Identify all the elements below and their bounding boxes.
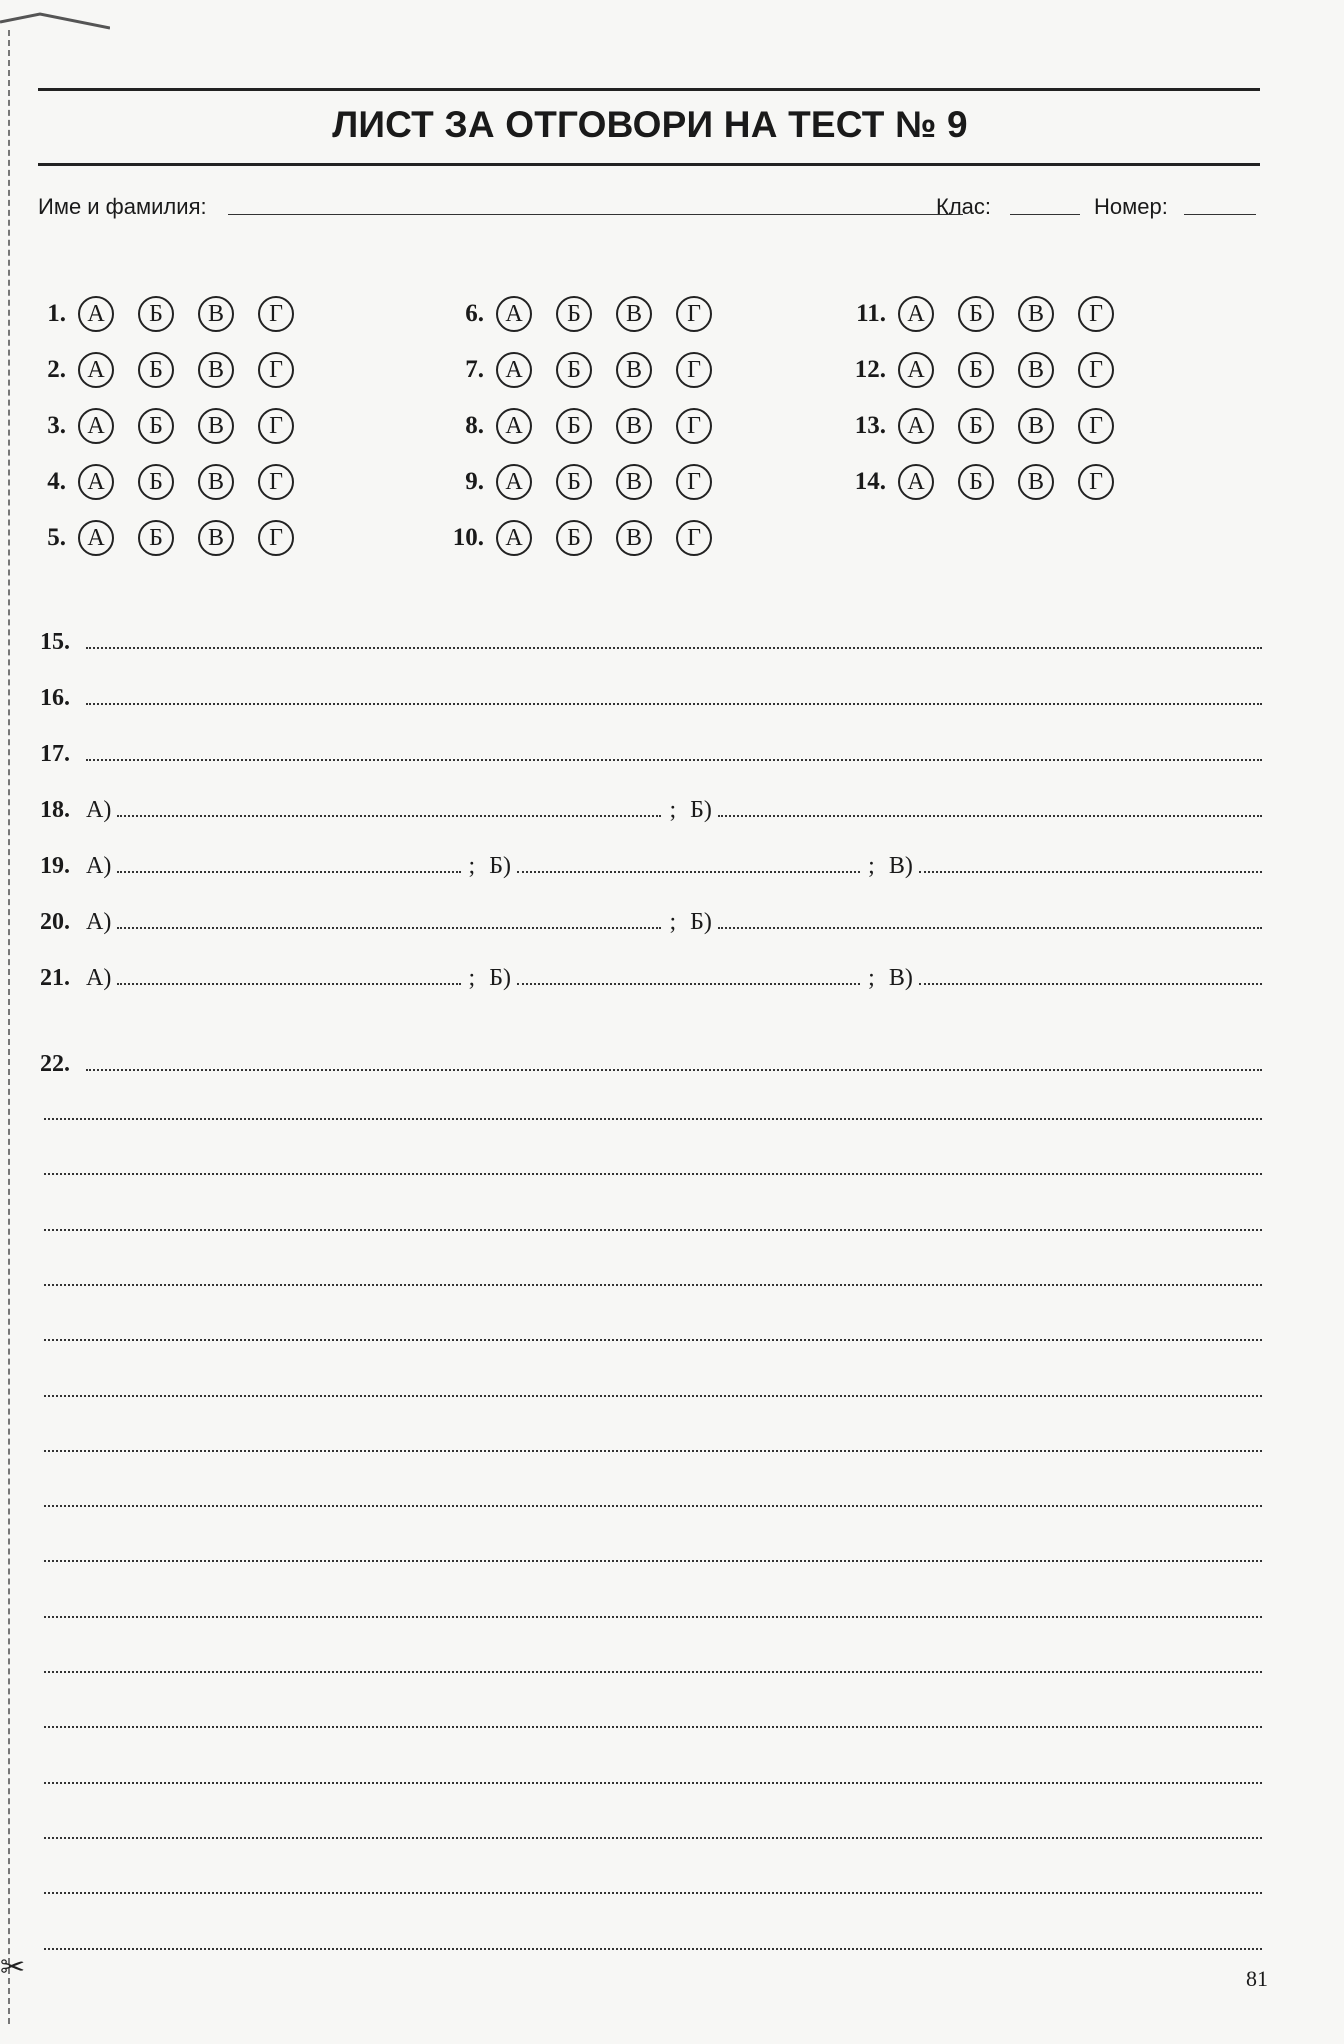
mc-question-row	[10, 460, 318, 504]
multi-part-answer-row	[40, 848, 1262, 880]
essay-answer-line[interactable]	[44, 1671, 1262, 1673]
mc-question-row	[10, 516, 318, 560]
answer-line[interactable]	[718, 927, 1262, 929]
answer-line[interactable]	[919, 983, 1262, 985]
question-number: 22.	[40, 1051, 70, 1077]
answer-line[interactable]	[517, 983, 860, 985]
answer-bubble[interactable]: Б	[556, 296, 592, 332]
question-number: 20.	[40, 909, 70, 935]
essay-answer-line[interactable]	[44, 1229, 1262, 1231]
student-info	[38, 190, 1260, 226]
answer-line[interactable]	[517, 871, 860, 873]
answer-bubble[interactable]: А	[78, 352, 114, 388]
essay-first-row	[40, 1046, 1262, 1078]
answer-bubble[interactable]: А	[496, 352, 532, 388]
essay-answer-line[interactable]	[44, 1616, 1262, 1618]
answer-bubble[interactable]: В	[198, 296, 234, 332]
question-number: 1.	[47, 300, 66, 327]
answer-bubble[interactable]: А	[78, 464, 114, 500]
answer-bubble[interactable]: А	[496, 520, 532, 556]
essay-answer-line[interactable]	[44, 1892, 1262, 1894]
question-number: 3.	[47, 412, 66, 439]
answer-bubble[interactable]: В	[616, 520, 652, 556]
answer-bubble[interactable]: Г	[1078, 464, 1114, 500]
class-field[interactable]	[1010, 214, 1080, 215]
essay-answer-line[interactable]	[44, 1118, 1262, 1120]
answer-bubble[interactable]: А	[496, 464, 532, 500]
mc-question-row	[830, 292, 1138, 336]
part-label: Б)	[690, 797, 712, 823]
separator: ;	[669, 797, 677, 823]
answer-bubble[interactable]: Б	[958, 352, 994, 388]
answer-bubble[interactable]: А	[78, 520, 114, 556]
open-answer-row	[40, 680, 1262, 712]
separator: ;	[868, 853, 875, 879]
answer-bubble[interactable]: Б	[556, 520, 592, 556]
answer-bubble[interactable]: А	[78, 296, 114, 332]
question-number: 12.	[854, 356, 886, 383]
essay-answer-line[interactable]	[44, 1505, 1262, 1507]
answer-bubble[interactable]: В	[198, 520, 234, 556]
answer-bubble[interactable]: А	[898, 296, 934, 332]
answer-bubble[interactable]: В	[1018, 352, 1054, 388]
essay-answer-line[interactable]	[44, 1837, 1262, 1839]
mc-question-row	[428, 348, 736, 392]
name-field[interactable]	[228, 214, 963, 215]
essay-answer-line[interactable]	[44, 1450, 1262, 1452]
part-label: Б)	[489, 853, 511, 879]
question-number: 9.	[465, 468, 484, 495]
answer-bubble[interactable]: В	[198, 352, 234, 388]
mc-question-row	[428, 460, 736, 504]
essay-answer-line[interactable]	[44, 1339, 1262, 1341]
mc-question-row	[10, 348, 318, 392]
answer-bubble[interactable]: Б	[138, 352, 174, 388]
mc-question-row	[428, 516, 736, 560]
answer-line[interactable]	[718, 815, 1262, 817]
question-number: 5.	[47, 524, 66, 551]
answer-bubble[interactable]: В	[616, 352, 652, 388]
question-number: 4.	[47, 468, 66, 495]
answer-bubble[interactable]: Г	[258, 352, 294, 388]
essay-answer-line[interactable]	[44, 1560, 1262, 1562]
question-number: 14.	[854, 468, 886, 495]
question-number: 16.	[40, 685, 70, 711]
answer-bubble[interactable]: Г	[258, 408, 294, 444]
answer-bubble[interactable]: Б	[138, 408, 174, 444]
answer-bubble[interactable]: Г	[676, 464, 712, 500]
essay-answer-line[interactable]	[44, 1726, 1262, 1728]
separator: ;	[868, 965, 875, 991]
mc-question-row	[830, 404, 1138, 448]
answer-bubble[interactable]: А	[78, 408, 114, 444]
header-rule-bottom	[38, 163, 1260, 166]
open-answer-row	[40, 736, 1262, 768]
answer-bubble[interactable]: В	[198, 408, 234, 444]
answer-bubble[interactable]: Б	[138, 464, 174, 500]
question-number: 10.	[452, 524, 484, 551]
answer-bubble[interactable]: Г	[676, 408, 712, 444]
number-label: Номер:	[1094, 194, 1168, 219]
answer-bubble[interactable]: В	[1018, 464, 1054, 500]
multi-part-answer-row	[40, 792, 1262, 824]
answer-bubble[interactable]: А	[898, 352, 934, 388]
answer-bubble[interactable]: В	[1018, 408, 1054, 444]
essay-answer-line[interactable]	[44, 1948, 1262, 1950]
answer-line[interactable]	[86, 703, 1262, 705]
part-label: А)	[86, 797, 112, 823]
separator: ;	[468, 965, 476, 991]
answer-bubble[interactable]: Б	[138, 296, 174, 332]
question-number: 7.	[465, 356, 484, 383]
answer-line[interactable]	[86, 1069, 1262, 1071]
question-number: 15.	[40, 629, 70, 655]
essay-answer-line[interactable]	[44, 1173, 1262, 1175]
answer-line[interactable]	[919, 871, 1262, 873]
answer-bubble[interactable]: А	[898, 408, 934, 444]
name-label: Име и фамилия:	[38, 194, 207, 219]
answer-bubble[interactable]: Б	[958, 408, 994, 444]
answer-line[interactable]	[86, 759, 1262, 761]
essay-answer-line[interactable]	[44, 1782, 1262, 1784]
number-field[interactable]	[1184, 214, 1256, 215]
part-label: А)	[86, 965, 112, 991]
part-label: А)	[86, 853, 112, 879]
question-number: 21.	[40, 965, 70, 991]
answer-line[interactable]	[86, 647, 1262, 649]
answer-bubble[interactable]: Г	[676, 520, 712, 556]
answer-bubble[interactable]: В	[616, 408, 652, 444]
class-label: Клас:	[936, 194, 991, 219]
answer-bubble[interactable]: Г	[1078, 352, 1114, 388]
question-number: 18.	[40, 797, 70, 823]
answer-line[interactable]	[117, 927, 661, 929]
answer-bubble[interactable]: Б	[138, 520, 174, 556]
answer-bubble[interactable]: В	[198, 464, 234, 500]
answer-line[interactable]	[117, 983, 460, 985]
question-number: 2.	[47, 356, 66, 383]
header-rule-top	[38, 88, 1260, 91]
answer-line[interactable]	[117, 871, 460, 873]
mc-question-row	[10, 292, 318, 336]
answer-bubble[interactable]: Г	[1078, 296, 1114, 332]
mc-question-row	[428, 292, 736, 336]
answer-bubble[interactable]: Б	[556, 408, 592, 444]
question-number: 17.	[40, 741, 70, 767]
answer-bubble[interactable]: Б	[958, 464, 994, 500]
answer-bubble[interactable]: Г	[676, 296, 712, 332]
essay-answer-line[interactable]	[44, 1395, 1262, 1397]
answer-bubble[interactable]: Б	[556, 352, 592, 388]
answer-bubble[interactable]: В	[1018, 296, 1054, 332]
multi-part-answer-row	[40, 960, 1262, 992]
question-number: 19.	[40, 853, 70, 879]
question-number: 13.	[854, 412, 886, 439]
answer-bubble[interactable]: Б	[958, 296, 994, 332]
answer-bubble[interactable]: А	[496, 408, 532, 444]
question-number: 11.	[856, 300, 886, 327]
answer-bubble[interactable]: Б	[556, 464, 592, 500]
mc-question-row	[830, 460, 1138, 504]
mc-question-row	[830, 348, 1138, 392]
part-label: А)	[86, 909, 112, 935]
answer-line[interactable]	[117, 815, 661, 817]
page-title: ЛИСТ ЗА ОТГОВОРИ НА ТЕСТ № 9	[332, 104, 968, 145]
answer-bubble[interactable]: Г	[258, 520, 294, 556]
answer-bubble[interactable]: Г	[258, 464, 294, 500]
part-label: Б)	[489, 965, 511, 991]
open-answer-row	[40, 624, 1262, 656]
question-number: 8.	[465, 412, 484, 439]
page-corner-mark	[0, 8, 110, 30]
separator: ;	[468, 853, 476, 879]
answer-bubble[interactable]: Г	[1078, 408, 1114, 444]
answer-bubble[interactable]: А	[496, 296, 532, 332]
part-label: В)	[888, 965, 913, 991]
answer-bubble[interactable]: В	[616, 296, 652, 332]
page-number: 81	[1246, 1966, 1268, 1991]
essay-answer-line[interactable]	[44, 1284, 1262, 1286]
answer-bubble[interactable]: Г	[676, 352, 712, 388]
scissors-icon: ✂	[0, 1951, 26, 1984]
part-label: В)	[888, 853, 913, 879]
mc-question-row	[10, 404, 318, 448]
answer-bubble[interactable]: Г	[258, 296, 294, 332]
part-label: Б)	[690, 909, 712, 935]
multi-part-answer-row	[40, 904, 1262, 936]
answer-bubble[interactable]: А	[898, 464, 934, 500]
question-number: 6.	[465, 300, 484, 327]
separator: ;	[669, 909, 677, 935]
mc-question-row	[428, 404, 736, 448]
answer-bubble[interactable]: В	[616, 464, 652, 500]
